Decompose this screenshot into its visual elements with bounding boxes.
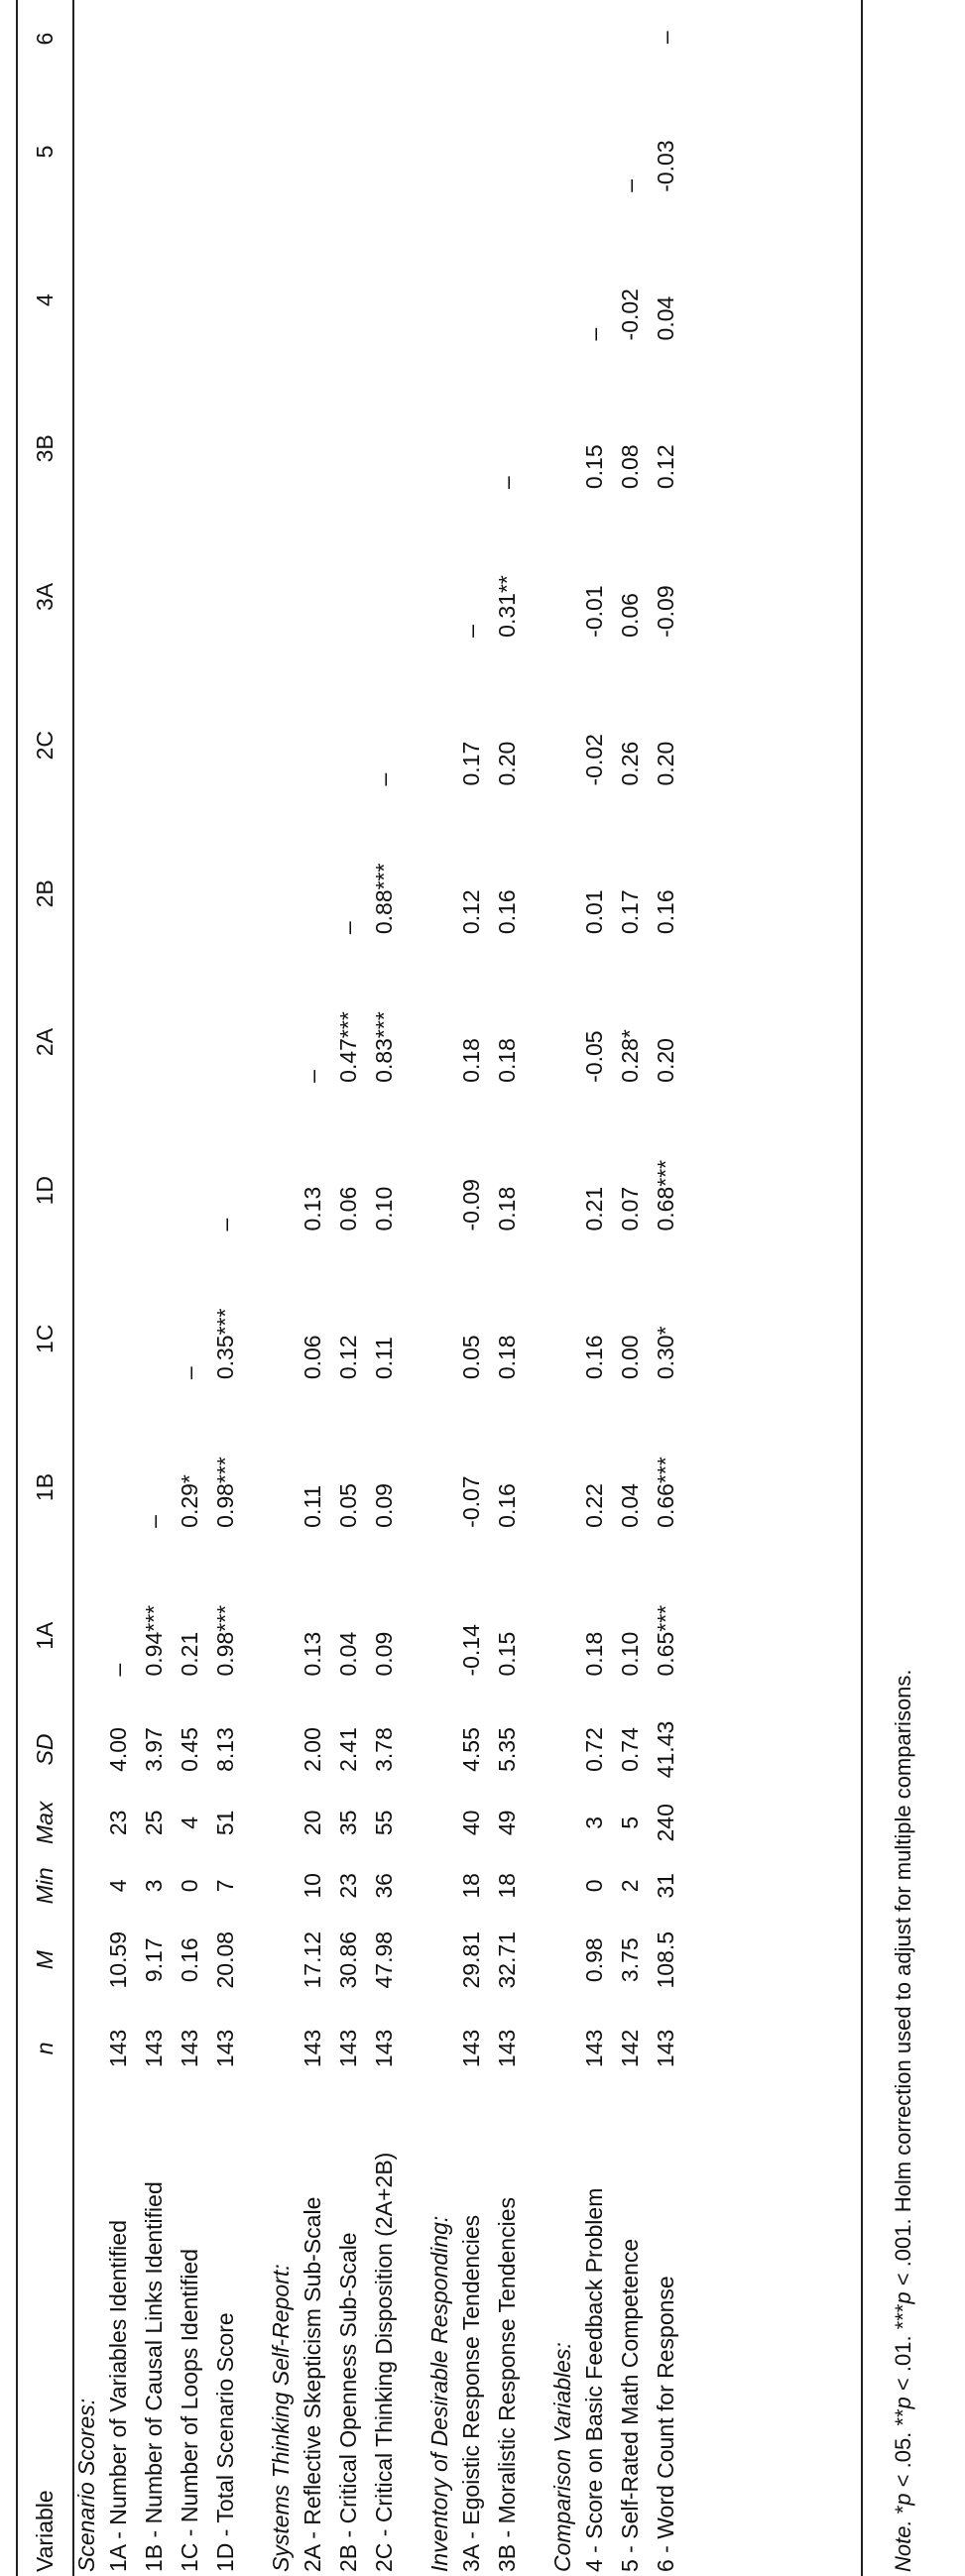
correlation-cell: -0.09 [457,1179,484,1231]
variable-label: 2A - Reflective Skepticism Sub-Scale [299,2196,325,2572]
correlation-cell: 0.35*** [211,1308,238,1380]
max-cell: 20 [299,1810,325,1836]
correlation-cell: 0.98*** [211,1457,238,1528]
correlation-cell: 0.47*** [334,1011,361,1083]
sd-cell: 3.78 [370,1727,397,1772]
n-cell: 143 [493,2029,520,2068]
correlation-cell: 0.31** [493,575,520,638]
header-sd: SD [31,1733,58,1766]
variable-label: 3A - Egoistic Response Tendencies [457,2214,484,2572]
table-body [72,0,683,2576]
correlation-cell [295,523,330,671]
sd-cell: 0.45 [176,1727,202,1772]
correlation-cell [172,523,207,671]
note-lead: Note. [891,2519,915,2572]
correlation-cell: 0.17 [457,741,484,786]
correlation-cell [136,523,172,671]
min-cell: 0 [580,1879,607,1893]
variable-label: 1C - Number of Loops Identified [176,2248,202,2572]
correlation-cell [136,77,172,226]
min-cell: 2 [616,1879,643,1893]
correlation-cell [489,226,525,375]
correlation-cell: 0.18 [493,1186,520,1231]
variable-label: 1D - Total Scenario Score [211,2312,238,2572]
correlation-cell: 0.68*** [652,1159,678,1231]
min-cell: 18 [457,1873,484,1899]
correlation-cell [330,374,366,523]
correlation-cell: – [104,1663,131,1677]
correlation-cell: 0.04 [652,295,678,341]
correlation-cell: 0.12 [334,1335,361,1380]
correlation-cell: 0.26 [616,741,643,786]
correlation-cell [489,0,525,77]
correlation-cell [100,226,136,375]
table-header [17,0,72,2576]
correlation-cell: -0.01 [580,585,607,638]
correlation-cell: – [370,772,397,786]
correlation-cell [207,523,243,671]
correlation-cell [100,374,136,523]
correlation-cell: 0.11 [370,1337,397,1380]
sd-cell: 4.55 [457,1727,484,1772]
n-cell: 143 [652,2029,678,2068]
correlation-cell [295,671,330,820]
group-spacer [525,0,548,2576]
correlation-cell: 0.94*** [140,1604,167,1677]
correlation-cell: 0.06 [334,1186,361,1231]
correlation-cell: 0.12 [457,889,484,935]
n-cell: 143 [370,2029,397,2068]
variable-label: 6 - Word Count for Response [652,2276,678,2572]
table-row [612,0,648,2576]
mean-cell: 0.16 [176,1937,202,1983]
correlation-cell [172,819,207,968]
group-spacer [243,0,267,2576]
correlation-cell: 0.29* [176,1474,202,1528]
correlation-cell [453,0,489,77]
correlation-cell: – [493,476,520,490]
table-row [100,0,136,2576]
table-row [648,0,683,2576]
correlation-cell [136,374,172,523]
correlation-cell [207,374,243,523]
correlation-cell [295,226,330,375]
mean-cell: 3.75 [616,1937,643,1983]
correlation-cell: 0.18 [457,1038,484,1083]
mean-cell: 47.98 [370,1931,397,1989]
min-cell: 18 [493,1873,520,1899]
correlation-cell: 0.22 [580,1483,607,1528]
correlation-cell [207,968,243,1116]
group-heading: Comparison Variables: [549,2342,575,2572]
correlation-cell [100,77,136,226]
header-corr-col: 5 [31,145,58,159]
group-spacer [402,0,425,2576]
correlation-cell: – [580,327,607,341]
variable-label: 1A - Number of Variables Identified [104,2220,131,2572]
correlation-cell: 0.18 [493,1335,520,1380]
correlation-cell: 0.06 [299,1335,325,1380]
correlation-cell [172,671,207,820]
table-row [136,0,172,2576]
correlation-cell: 0.05 [334,1483,361,1528]
max-cell: 240 [652,1804,678,1842]
correlation-cell [453,374,489,523]
correlation-cell [295,0,330,77]
correlation-cell: 0.09 [370,1483,397,1528]
correlation-cell: – [334,921,361,935]
header-corr-col: 3B [31,434,58,463]
correlation-cell [366,374,402,523]
correlation-cell: 0.16 [652,889,678,935]
max-cell: 40 [457,1810,484,1836]
header-n: n [31,2042,58,2055]
correlation-cell: -0.14 [457,1624,484,1677]
correlation-cell [366,226,402,375]
header-corr-col: 2B [31,879,58,908]
correlation-cell: -0.07 [457,1475,484,1528]
correlation-cell: 0.10 [370,1186,397,1231]
correlation-cell: 0.20 [493,741,520,786]
correlation-table [17,0,683,2576]
table-row [295,0,330,2576]
max-cell: 4 [176,1815,202,1829]
correlation-cell [207,819,243,968]
bottom-rule [861,0,863,2576]
header-mean: M [31,1950,58,1970]
header-corr-col: 2C [31,730,58,761]
correlation-cell: 0.16 [580,1335,607,1380]
note-text: < .001. Holm correction used to adjust for multiple comparisons. [891,1669,915,2292]
correlation-cell [136,1116,172,1265]
header-corr-col: 2A [31,1027,58,1057]
correlation-cell: 0.15 [493,1631,520,1677]
correlation-cell [295,819,330,968]
correlation-cell: 0.07 [616,1186,643,1231]
note-p: p [891,2493,915,2506]
correlation-cell [136,1265,172,1414]
correlation-cell: 0.66*** [652,1457,678,1528]
correlation-cell: -0.03 [652,140,678,192]
correlation-cell: 0.30* [652,1326,678,1380]
correlation-cell [136,968,172,1116]
correlation-cell: 0.20 [652,741,678,786]
n-cell: 143 [104,2029,131,2068]
n-cell: 143 [334,2029,361,2068]
correlation-cell: 0.04 [334,1631,361,1677]
variable-label: 5 - Self-Rated Math Competence [616,2238,643,2572]
table-note [891,1669,916,2572]
max-cell: 49 [493,1810,520,1836]
correlation-cell: 0.83*** [370,1011,397,1083]
header-corr-col: 1A [31,1621,58,1650]
correlation-cell: 0.16 [493,1483,520,1528]
mean-cell: 20.08 [211,1931,238,1989]
n-cell: 142 [616,2029,643,2068]
group-heading: Scenario Scores: [73,2398,99,2572]
correlation-cell [100,1265,136,1414]
table-row [453,0,489,2576]
correlation-cell: 0.18 [493,1038,520,1083]
correlation-cell [295,374,330,523]
min-cell: 36 [370,1873,397,1899]
group-heading-row [548,0,576,2576]
n-cell: 143 [140,2029,167,2068]
correlation-cell: -0.09 [652,585,678,638]
correlation-cell [172,968,207,1116]
variable-label: 3B - Moralistic Response Tendencies [493,2197,520,2572]
mean-cell: 17.12 [299,1931,325,1989]
mean-cell: 29.81 [457,1931,484,1989]
sd-cell: 0.74 [616,1727,643,1772]
table-row [172,0,207,2576]
correlation-cell [207,671,243,820]
table-row [330,0,366,2576]
correlation-cell [100,523,136,671]
group-heading: Systems Thinking Self-Report: [268,2264,294,2572]
sd-cell: 41.43 [652,1720,678,1779]
header-variable: Variable [31,2490,58,2572]
mean-cell: 0.98 [580,1937,607,1983]
max-cell: 51 [211,1810,238,1836]
sd-cell: 8.13 [211,1727,238,1772]
correlation-cell: 0.13 [299,1186,325,1231]
correlation-cell [453,77,489,226]
variable-label: 2C - Critical Thinking Disposition (2A+2B) [370,2152,397,2572]
correlation-cell [207,77,243,226]
correlation-cell [330,523,366,671]
variable-label: 1B - Number of Causal Links Identified [140,2181,167,2572]
note-text: < .05. ** [891,2408,915,2494]
mean-cell: 108.5 [652,1931,678,1989]
correlation-cell [136,671,172,820]
min-cell: 10 [299,1873,325,1899]
correlation-cell [136,819,172,968]
group-heading-row [425,0,453,2576]
note-text: < .01. *** [891,2303,915,2398]
correlation-cell: 0.20 [652,1038,678,1083]
correlation-cell [100,819,136,968]
correlation-cell [100,1116,136,1265]
correlation-cell: 0.98*** [211,1604,238,1677]
max-cell: 55 [370,1810,397,1836]
header-corr-col: 1C [31,1324,58,1354]
header-corr-col: 4 [31,293,58,307]
note-p: p [891,2397,915,2409]
n-cell: 143 [299,2029,325,2068]
correlation-cell [172,226,207,375]
correlation-cell [100,968,136,1116]
correlation-cell [576,0,612,77]
variable-label: 2B - Critical Openness Sub-Scale [334,2232,361,2572]
min-cell: 4 [104,1879,131,1893]
correlation-cell: 0.15 [580,444,607,490]
correlation-cell: -0.02 [616,289,643,341]
sd-cell: 3.97 [140,1727,167,1772]
correlation-cell: -0.05 [580,1030,607,1083]
correlation-cell: 0.01 [580,889,607,935]
group-heading-row [267,0,295,2576]
table-row [207,0,243,2576]
spacer-cell [525,0,548,2576]
correlation-cell [612,0,648,77]
correlation-cell [366,0,402,77]
n-cell: 143 [580,2029,607,2068]
header-corr-col: 1B [31,1472,58,1502]
correlation-cell: 0.11 [299,1484,325,1528]
correlation-cell: 0.13 [299,1631,325,1677]
mean-cell: 30.86 [334,1931,361,1989]
correlation-cell [330,226,366,375]
max-cell: 5 [616,1815,643,1829]
n-cell: 143 [457,2029,484,2068]
correlation-cell [172,0,207,77]
header-corr-col: 1D [31,1175,58,1206]
table-row [576,0,612,2576]
correlation-cell: – [616,179,643,192]
n-cell: 143 [211,2029,238,2068]
min-cell: 3 [140,1879,167,1893]
correlation-cell: 0.65*** [652,1604,678,1677]
min-cell: 7 [211,1879,238,1893]
correlation-cell [172,77,207,226]
correlation-cell [489,77,525,226]
min-cell: 23 [334,1873,361,1899]
correlation-cell: 0.05 [457,1335,484,1380]
correlation-cell [330,77,366,226]
group-heading-row [72,0,100,2576]
correlation-cell [100,671,136,820]
header-corr-col: 6 [31,32,58,46]
correlation-cell: – [211,1218,238,1231]
mean-cell: 9.17 [140,1937,167,1983]
correlation-cell: – [140,1515,167,1528]
correlation-cell: 0.06 [616,593,643,638]
note-p: p [891,2291,915,2304]
max-cell: 3 [580,1815,607,1829]
header-min: Min [31,1867,58,1905]
correlation-cell [295,77,330,226]
correlation-cell: 0.00 [616,1335,643,1380]
correlation-cell [100,1413,136,1562]
min-cell: 0 [176,1879,202,1893]
n-cell: 143 [176,2029,202,2068]
correlation-cell: – [176,1366,202,1380]
variable-label: 4 - Score on Basic Feedback Problem [580,2187,607,2572]
correlation-cell: 0.18 [580,1631,607,1677]
correlation-cell: – [299,1070,325,1083]
mean-cell: 32.71 [493,1931,520,1989]
correlation-cell [172,1116,207,1265]
table-row [489,0,525,2576]
note-text: * [891,2505,915,2520]
correlation-cell [172,374,207,523]
correlation-cell: – [652,31,678,45]
correlation-cell [366,523,402,671]
correlation-cell: 0.21 [580,1186,607,1231]
correlation-cell [136,226,172,375]
correlation-cell: 0.12 [652,444,678,490]
correlation-cell: 0.08 [616,444,643,490]
min-cell: 31 [652,1873,678,1899]
correlation-cell [100,0,136,77]
mean-cell: 10.59 [104,1931,131,1989]
sd-cell: 4.00 [104,1727,131,1772]
spacer-cell [402,0,425,2576]
correlation-cell: -0.02 [580,734,607,786]
correlation-cell [366,77,402,226]
correlation-cell [207,0,243,77]
header-corr-col: 3A [31,582,58,612]
sd-cell: 2.41 [334,1727,361,1772]
correlation-cell: 0.28* [616,1029,643,1083]
correlation-cell [136,0,172,77]
correlation-cell [330,671,366,820]
correlation-cell: 0.21 [176,1631,202,1677]
correlation-cell [576,77,612,226]
group-heading: Inventory of Desirable Responding: [426,2215,452,2572]
max-cell: 25 [140,1810,167,1836]
correlation-cell: 0.10 [616,1631,643,1677]
correlation-cell [207,226,243,375]
sd-cell: 0.72 [580,1727,607,1772]
spacer-cell [243,0,267,2576]
correlation-cell: 0.88*** [370,863,397,935]
table-row [366,0,402,2576]
max-cell: 35 [334,1810,361,1836]
header-max: Max [31,1801,58,1845]
max-cell: 23 [104,1810,131,1836]
correlation-cell [330,0,366,77]
correlation-cell: 0.09 [370,1631,397,1677]
correlation-cell: 0.16 [493,889,520,935]
correlation-cell [453,226,489,375]
sd-cell: 5.35 [493,1727,520,1772]
correlation-cell: – [457,625,484,638]
correlation-cell: 0.17 [616,889,643,935]
sd-cell: 2.00 [299,1727,325,1772]
correlation-cell: 0.04 [616,1483,643,1528]
